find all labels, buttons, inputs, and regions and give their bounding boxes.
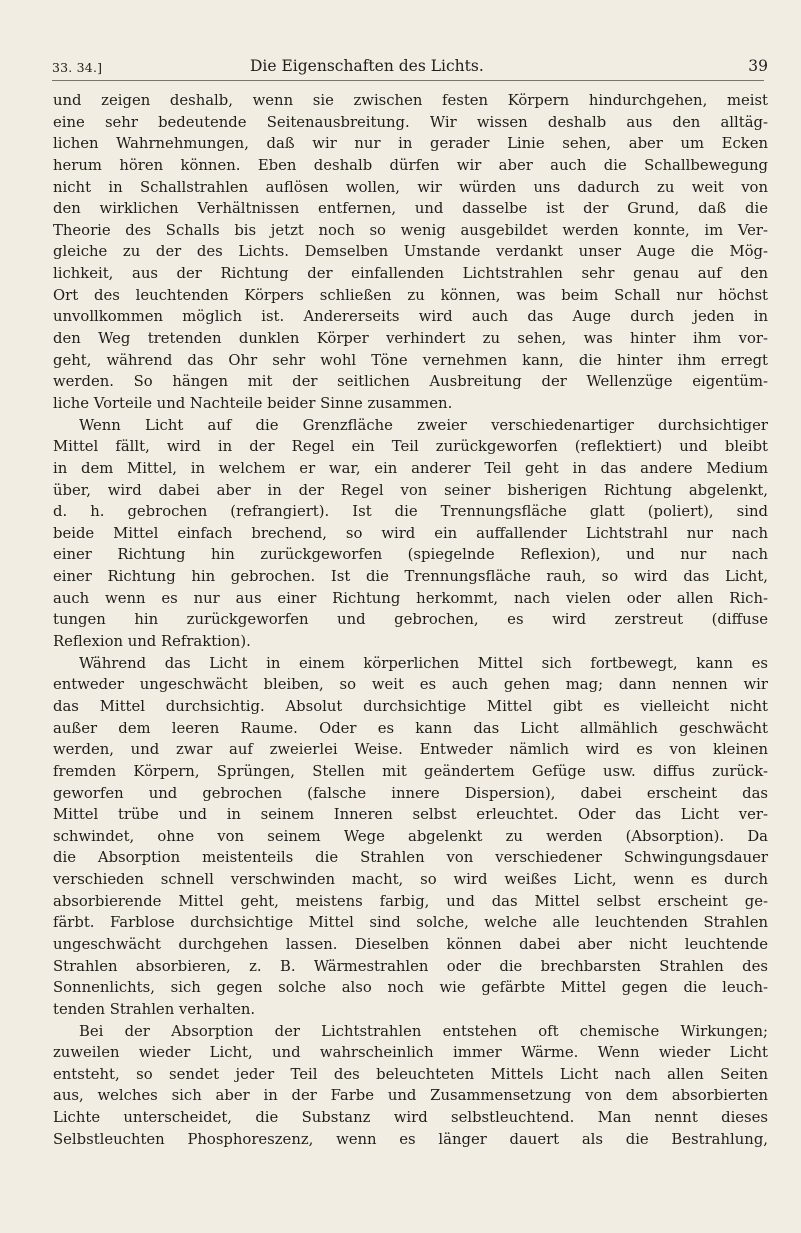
text-line: d. h. gebrochen (refrangiert). Ist die Trennungsfläche glatt (poliert), sind: [53, 503, 768, 521]
text-line: das Mittel durchsichtig. Absolut durchsichtige Mittel gibt es vielleicht nicht: [53, 697, 768, 715]
text-line: auch wenn es nur aus einer Richtung herkommt, nach vielen oder allen Rich-: [53, 589, 768, 607]
text-line: werden, und zwar auf zweierlei Weise. Entweder nämlich wird es von kleinen: [53, 741, 768, 759]
text-line: herum hören können. Eben deshalb dürfen wir aber auch die Schallbewegung: [53, 156, 768, 174]
text-line: den Weg tretenden dunklen Körper verhindert zu sehen, was hinter ihm vor-: [53, 330, 768, 348]
text-line: entsteht, so sendet jeder Teil des beleuchteten Mittels Licht nach allen Seiten: [53, 1065, 768, 1083]
section-reference: 33. 34.]: [52, 60, 103, 75]
text-line: tenden Strahlen verhalten.: [53, 1000, 256, 1018]
text-line: Ort des leuchtenden Körpers schließen zu können, was beim Schall nur höchst: [53, 286, 768, 304]
text-line: unvollkommen möglich ist. Andererseits wird auch das Auge durch jeden in: [53, 308, 768, 326]
text-line: Mittel fällt, wird in der Regel ein Teil zurückgeworfen (reflektiert) und bleibt: [53, 438, 768, 456]
text-line: Sonnenlichts, sich gegen solche also noch wie gefärbte Mittel gegen die leuch-: [53, 979, 768, 997]
text-line: Theorie des Schalls bis jetzt noch so wenig ausgebildet werden konnte, im Ver-: [53, 221, 768, 239]
text-line: lichkeit, aus der Richtung der einfallenden Lichtstrahlen sehr genau auf den: [53, 265, 768, 283]
text-line: werden. So hängen mit der seitlichen Ausbreitung der Wellenzüge eigentüm-: [53, 373, 768, 391]
text-line: Bei der Absorption der Lichtstrahlen entstehen oft chemische Wirkungen;: [79, 1022, 768, 1040]
text-line: Mittel trübe und in seinem Inneren selbst erleuchtet. Oder das Licht ver-: [53, 806, 768, 824]
text-line: Reflexion und Refraktion).: [53, 633, 251, 651]
text-line: geht, während das Ohr sehr wohl Töne vernehmen kann, die hinter ihm erregt: [53, 351, 768, 369]
running-title: Die Eigenschaften des Lichts.: [250, 57, 484, 75]
text-line: ungeschwächt durchgehen lassen. Dieselben können dabei aber nicht leuchtende: [53, 935, 768, 953]
text-line: eine sehr bedeutende Seitenausbreitung. Wir wissen deshalb aus den alltäg-: [53, 113, 768, 131]
text-line: Während das Licht in einem körperlichen Mittel sich fortbewegt, kann es: [79, 654, 768, 672]
text-line: geworfen und gebrochen (falsche innere Dispersion), dabei erscheint das: [53, 784, 768, 802]
text-line: nicht in Schallstrahlen auflösen wollen, wir würden uns dadurch zu weit von: [53, 178, 768, 196]
header-rule: [52, 80, 764, 81]
text-line: einer Richtung hin gebrochen. Ist die Trennungsfläche rauh, so wird das Licht,: [53, 568, 768, 586]
text-line: in dem Mittel, in welchem er war, ein anderer Teil geht in das andere Medium: [53, 459, 768, 477]
page-number: 39: [748, 57, 768, 75]
text-line: Wenn Licht auf die Grenzfläche zweier verschiedenartiger durchsichtiger: [79, 416, 768, 434]
text-line: einer Richtung hin zurückgeworfen (spiegelnde Reflexion), und nur nach: [53, 546, 768, 564]
text-line: beide Mittel einfach brechend, so wird ein auffallender Lichtstrahl nur nach: [53, 524, 768, 542]
text-line: schwindet, ohne von seinem Wege abgelenkt zu werden (Absorption). Da: [53, 827, 768, 845]
text-line: Strahlen absorbieren, z. B. Wärmestrahlen oder die brechbarsten Strahlen des: [53, 957, 768, 975]
text-line: liche Vorteile und Nachteile beider Sinne zusammen.: [53, 394, 453, 412]
text-line: und zeigen deshalb, wenn sie zwischen festen Körpern hindurchgehen, meist: [53, 92, 768, 109]
text-line: lichen Wahrnehmungen, daß wir nur in gerader Linie sehen, aber um Ecken: [53, 135, 768, 153]
running-header: [52, 54, 772, 80]
text-line: absorbierende Mittel geht, meistens farbig, und das Mittel selbst erscheint ge-: [53, 892, 768, 910]
text-line: fremden Körpern, Sprüngen, Stellen mit geändertem Gefüge usw. diffus zurück-: [53, 762, 768, 780]
text-line: tungen hin zurückgeworfen und gebrochen, es wird zerstreut (diffuse: [53, 611, 768, 629]
text-line: den wirklichen Verhältnissen entfernen, und dasselbe ist der Grund, daß die: [53, 200, 768, 218]
text-line: über, wird dabei aber in der Regel von seiner bisherigen Richtung abgelenkt,: [53, 481, 768, 499]
text-line: Lichte unterscheidet, die Substanz wird selbstleuchtend. Man nennt dieses: [53, 1109, 768, 1127]
text-line: färbt. Farblose durchsichtige Mittel sind solche, welche alle leuchtenden Strahlen: [53, 914, 768, 932]
body-text: [53, 90, 768, 1150]
text-line: entweder ungeschwächt bleiben, so weit es auch gehen mag; dann nennen wir: [53, 676, 768, 694]
text-line: verschieden schnell verschwinden macht, so wird weißes Licht, wenn es durch: [53, 871, 768, 889]
text-line: außer dem leeren Raume. Oder es kann das Licht allmählich geschwächt: [53, 719, 768, 737]
text-line: aus, welches sich aber in der Farbe und Zusammensetzung von dem absorbierten: [53, 1087, 768, 1105]
text-line: zuweilen wieder Licht, und wahrscheinlich immer Wärme. Wenn wieder Licht: [53, 1044, 768, 1062]
text-line: Selbstleuchten Phosphoreszenz, wenn es länger dauert als die Bestrahlung,: [53, 1130, 768, 1148]
text-line: die Absorption meistenteils die Strahlen von verschiedener Schwingungsdauer: [53, 849, 768, 867]
text-line: gleiche zu der des Lichts. Demselben Umstande verdankt unser Auge die Mög-: [53, 243, 768, 261]
